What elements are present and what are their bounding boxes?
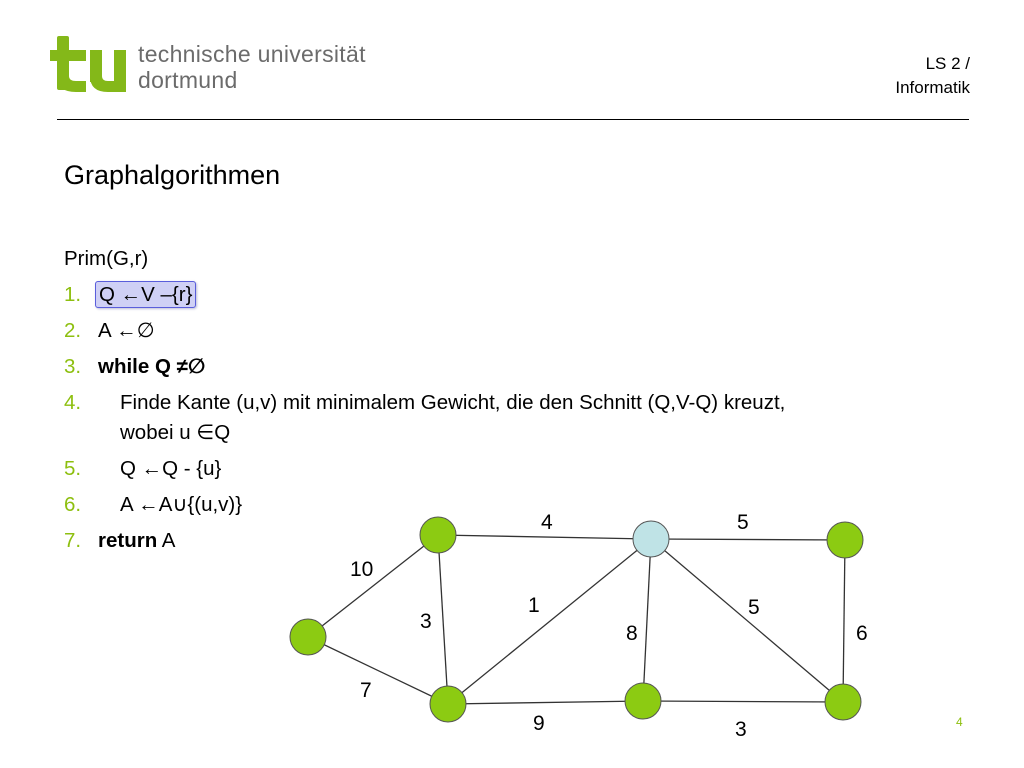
node-g [825,684,861,720]
step-condition: Q ≠∅ [149,355,206,378]
weight-label: 1 [528,594,540,617]
chair-line-1: LS 2 / [925,54,970,73]
edge-c-e [448,701,643,704]
weight-label: 9 [533,712,545,735]
step-number: 5. [64,457,82,480]
edge-e-g [643,701,843,702]
node-e [625,683,661,719]
step-text: A ←A∪{(u,v)} [120,493,243,516]
step-text: A ←∅ [98,319,155,342]
step-number: 7. [64,529,82,552]
node-f [827,522,863,558]
step-number: 2. [64,319,82,342]
step-number: 1. [64,283,82,306]
page-number: 4 [956,715,963,729]
keyword-return: return [98,529,158,552]
weight-label: 7 [360,679,372,702]
node-c [430,686,466,722]
step-text-continuation: wobei u ∈Q [120,421,231,444]
step-text-highlighted: Q ←V –{r} [95,281,196,308]
weight-label: 10 [350,558,374,581]
weight-label: 4 [541,511,553,534]
node-b [420,517,456,553]
university-line-1: technische universität [138,41,366,67]
node-a [290,619,326,655]
keyword-while: while [98,355,150,378]
step-text: Q ←Q - {u} [120,457,222,480]
edge-f-g [843,540,845,702]
slide-title: Graphalgorithmen [64,160,281,190]
step-number: 4. [64,391,82,414]
weight-label: 3 [735,718,747,741]
node-d-current [633,521,669,557]
weight-label: 5 [737,511,749,534]
university-line-2: dortmund [138,67,238,93]
edge-a-c [308,637,448,704]
edge-a-b [308,535,438,637]
procedure-signature: Prim(G,r) [64,247,149,270]
edge-b-c [438,535,448,704]
edge-b-d [438,535,651,539]
edge-d-g [651,539,843,702]
step-number: 3. [64,355,82,378]
chair-line-2: Informatik [895,78,970,97]
step-number: 6. [64,493,82,516]
step-text: Finde Kante (u,v) mit minimalem Gewicht, die den Schnitt (Q,V-Q) kreuzt, [120,391,786,414]
return-value: A [157,529,176,552]
weight-label: 8 [626,622,638,645]
weight-label: 6 [856,622,868,645]
weight-label: 5 [748,596,760,619]
edge-c-d [448,539,651,704]
weight-label: 3 [420,610,432,633]
edge-d-e [643,539,651,701]
edge-d-f [651,539,845,540]
